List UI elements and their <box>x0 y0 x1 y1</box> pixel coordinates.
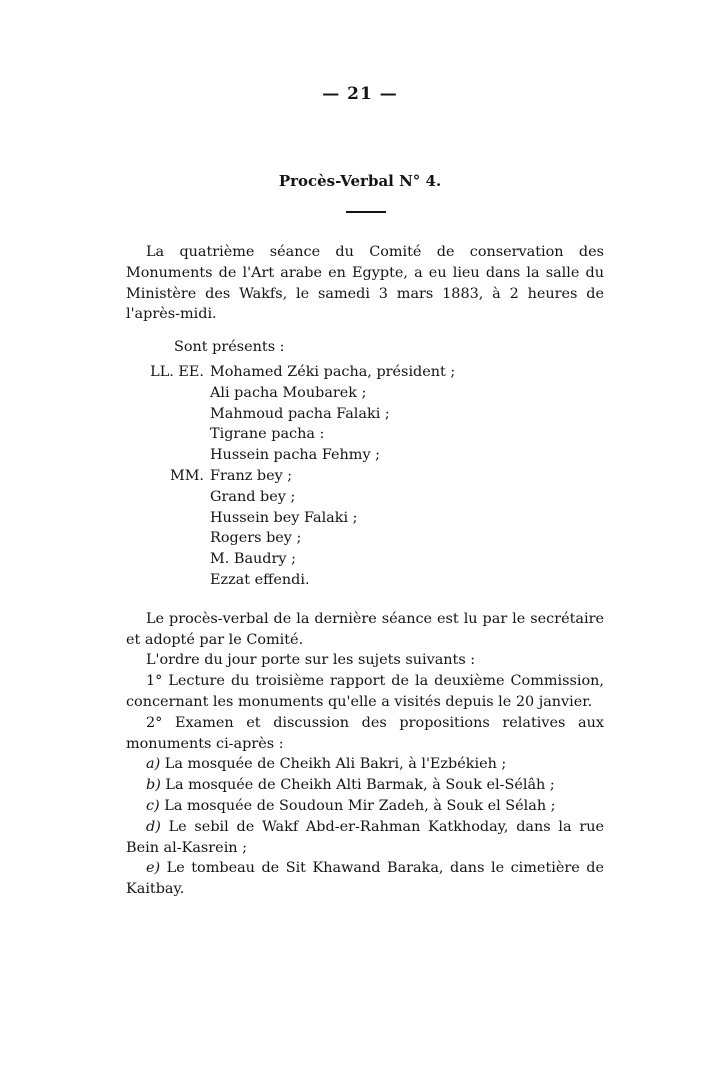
member-name: Hussein pacha Fehmy ; <box>210 447 381 464</box>
list-item <box>126 817 604 859</box>
member-name: Mohamed Zéki pacha, président ; <box>210 363 456 380</box>
page-number: — 21 — <box>322 84 398 104</box>
list-item <box>126 424 604 445</box>
list-item <box>126 528 604 549</box>
list-item <box>126 754 604 775</box>
list-item <box>126 570 604 591</box>
list-item <box>126 508 604 529</box>
list-item <box>126 466 604 487</box>
agenda-intro: L'ordre du jour porte sur les sujets suivants : <box>146 652 476 669</box>
member-name: M. Baudry ; <box>210 551 296 568</box>
item-text: La mosquée de Soudoun Mir Zadeh, à Souk el Sélah ; <box>164 797 556 814</box>
list-item <box>126 487 604 508</box>
item-text: La mosquée de Cheikh Ali Bakri, à l'Ezbékieh ; <box>164 756 507 773</box>
list-item <box>126 796 604 817</box>
item-text: Le tombeau de Sit Khawand Baraka, dans le cimetière de Kaitbay. <box>126 860 604 898</box>
messieurs-list <box>126 466 604 591</box>
list-item <box>126 858 604 900</box>
member-name: Hussein bey Falaki ; <box>210 509 358 526</box>
present-label: Sont présents : <box>174 339 285 356</box>
item-letter: d) <box>146 818 161 835</box>
messieurs-label: MM. <box>169 467 204 484</box>
list-item <box>126 383 604 404</box>
item-text: La mosquée de Cheikh Alti Barmak, à Souk el-Sélâh ; <box>165 777 555 794</box>
list-item <box>126 549 604 570</box>
list-item <box>126 362 604 383</box>
excellencies-list <box>126 362 604 466</box>
item-text: Le sebil de Wakf Abd-er-Rahman Katkhoday, dans la rue Bein al-Kasrein ; <box>126 818 605 856</box>
list-item <box>126 775 604 796</box>
item-letter: a) <box>146 756 161 773</box>
item-letter: c) <box>146 797 160 814</box>
excellencies-label: LL. EE. <box>150 363 204 380</box>
member-name: Tigrane pacha : <box>210 426 325 443</box>
member-name: Mahmoud pacha Falaki ; <box>210 405 390 422</box>
list-item <box>126 445 604 466</box>
member-name: Rogers bey ; <box>210 530 302 547</box>
minutes-paragraph: Le procès-verbal de la dernière séance est lu par le secrétaire et adopté par le Comité. <box>126 610 604 648</box>
member-name: Grand bey ; <box>210 488 296 505</box>
title-divider <box>346 211 386 213</box>
item-letter: b) <box>146 777 161 794</box>
member-name: Franz bey ; <box>210 467 293 484</box>
agenda-item-1: 1° Lecture du troisième rapport de la deuxième Commission, concernant les monuments qu'elle a visités depuis le 20 janvier. <box>126 673 604 710</box>
member-name: Ali pacha Moubarek ; <box>210 384 367 401</box>
intro-paragraph: La quatrième séance du Comité de conservation des Monuments de l'Art arabe en Egypte, a eu lieu dans la salle du Ministère des Wakfs, le samedi 3 mars 1883, à 2 heures de l'après-midi. <box>126 244 604 323</box>
page-title: Procès-Verbal N° 4. <box>278 172 442 190</box>
list-item <box>126 404 604 425</box>
agenda-item-2: 2° Examen et discussion des propositions relatives aux monuments ci-après : <box>126 714 604 752</box>
item-letter: e) <box>146 860 161 877</box>
document-body <box>126 242 604 900</box>
member-name: Ezzat effendi. <box>210 571 310 588</box>
